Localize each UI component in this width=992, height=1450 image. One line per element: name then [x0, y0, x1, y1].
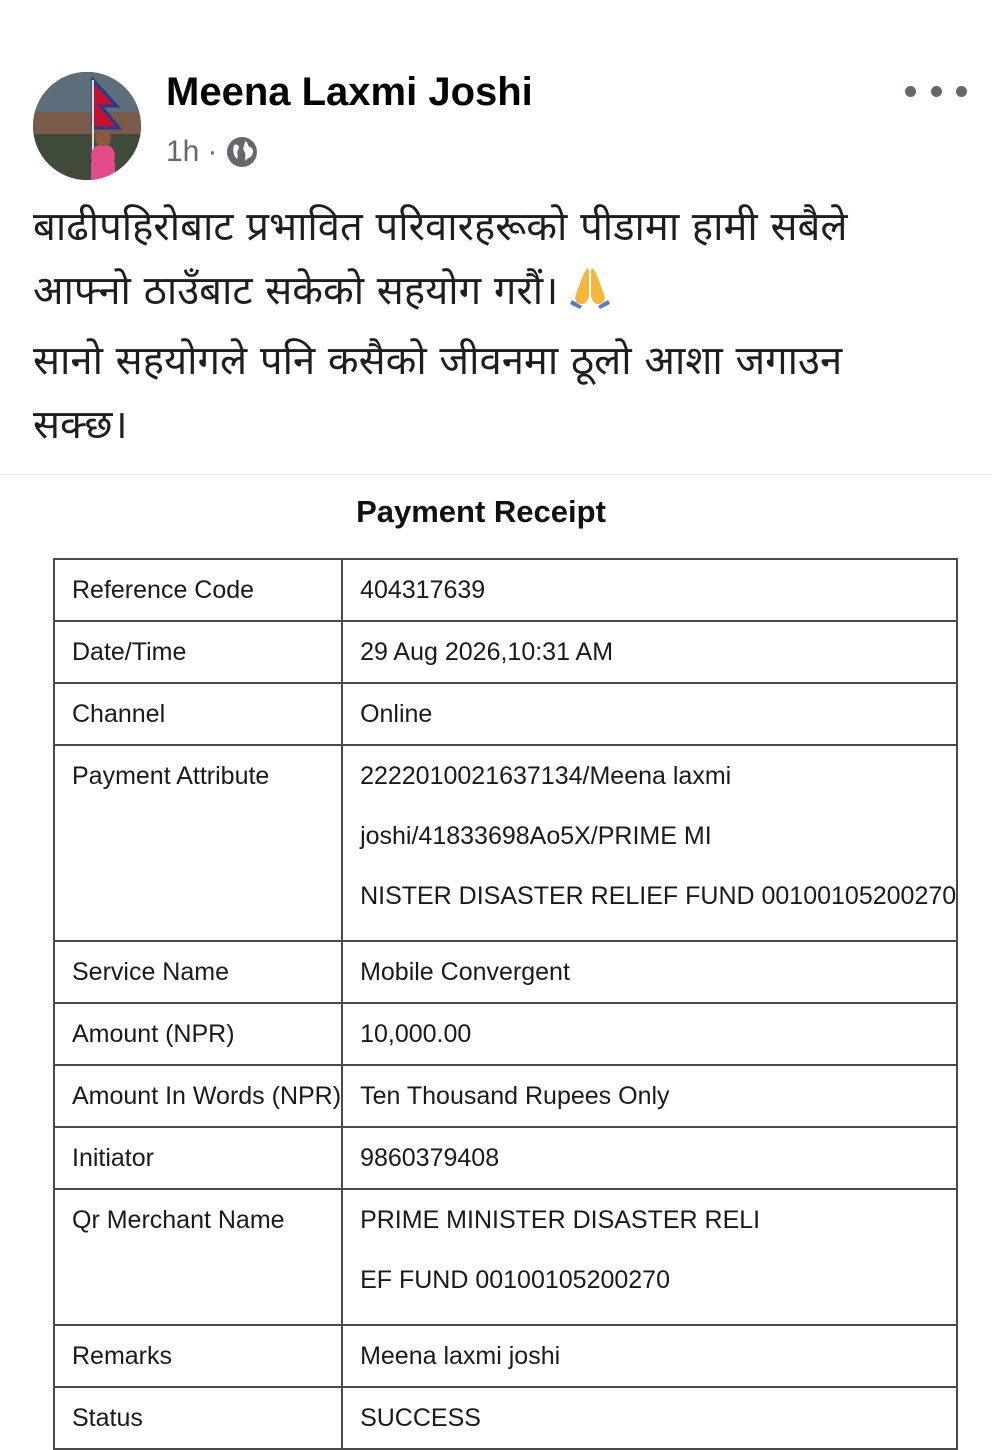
post-header — [0, 0, 992, 190]
receipt-value-line: EF FUND 00100105200270 — [360, 1266, 670, 1294]
receipt-row — [54, 683, 957, 745]
post-text-line: आफ्नो ठाउँबाट सकेको सहयोग गरौं। — [33, 259, 963, 329]
post-meta — [166, 130, 259, 174]
more-dots-icon — [905, 86, 916, 97]
globe-icon — [225, 135, 259, 169]
receipt-label: Payment Attribute — [54, 745, 342, 941]
receipt-value: 404317639 — [342, 559, 957, 621]
receipt-label: Remarks — [54, 1325, 342, 1387]
receipt-label: Qr Merchant Name — [54, 1189, 342, 1325]
receipt-label: Amount (NPR) — [54, 1003, 342, 1065]
receipt-value: 10,000.00 — [342, 1003, 957, 1065]
receipt-row — [54, 941, 957, 1003]
receipt-row — [54, 559, 957, 621]
receipt-label: Date/Time — [54, 621, 342, 683]
receipt-table — [53, 558, 958, 1450]
receipt-value-line: PRIME MINISTER DISASTER RELI — [360, 1206, 761, 1234]
post-text-line: सक्छ। — [33, 402, 128, 448]
receipt-value: Ten Thousand Rupees Only — [342, 1065, 957, 1127]
receipt-value: Mobile Convergent — [342, 941, 957, 1003]
receipt-row — [54, 1189, 957, 1325]
post-time[interactable]: 1h — [166, 135, 200, 168]
receipt-label: Status — [54, 1387, 342, 1449]
post-text — [33, 195, 963, 457]
author-name[interactable]: Meena Laxmi Joshi — [166, 70, 533, 114]
receipt-value: Online — [342, 683, 957, 745]
receipt-value: 29 Aug 2026,10:31 AM — [342, 621, 957, 683]
post-text-line: सानो सहयोगले पनि कसैको जीवनमा ठूलो आशा जगाउन — [33, 338, 843, 384]
meta-separator: · — [207, 135, 218, 168]
more-options-button[interactable] — [905, 76, 967, 106]
post-text-line: बाढीपहिरोबाट प्रभावित परिवारहरूको पीडामा हामी सबैले — [33, 204, 848, 250]
receipt-row — [54, 621, 957, 683]
receipt-row — [54, 1387, 957, 1449]
receipt-row — [54, 1325, 957, 1387]
receipt-title: Payment Receipt — [356, 494, 606, 529]
receipt-value — [342, 745, 957, 941]
receipt-label: Service Name — [54, 941, 342, 1003]
receipt-row — [54, 1065, 957, 1127]
receipt-label: Channel — [54, 683, 342, 745]
receipt-row — [54, 1127, 957, 1189]
receipt-label: Reference Code — [54, 559, 342, 621]
receipt-value-line: joshi/41833698Ao5X/PRIME MI — [360, 822, 712, 850]
receipt-value: 9860379408 — [342, 1127, 957, 1189]
receipt-row — [54, 745, 957, 941]
receipt-value: Meena laxmi joshi — [342, 1325, 957, 1387]
receipt-label: Initiator — [54, 1127, 342, 1189]
praying-hands-icon — [566, 262, 614, 329]
receipt-row — [54, 1003, 957, 1065]
content-divider — [0, 474, 992, 475]
receipt-value-line: 2222010021637134/Meena laxmi — [360, 762, 732, 790]
receipt-label: Amount In Words (NPR) — [54, 1065, 342, 1127]
receipt-value — [342, 1189, 957, 1325]
avatar[interactable] — [33, 72, 141, 180]
receipt-value-line: NISTER DISASTER RELIEF FUND 00100105200270 — [360, 882, 957, 910]
receipt-value: SUCCESS — [342, 1387, 957, 1449]
